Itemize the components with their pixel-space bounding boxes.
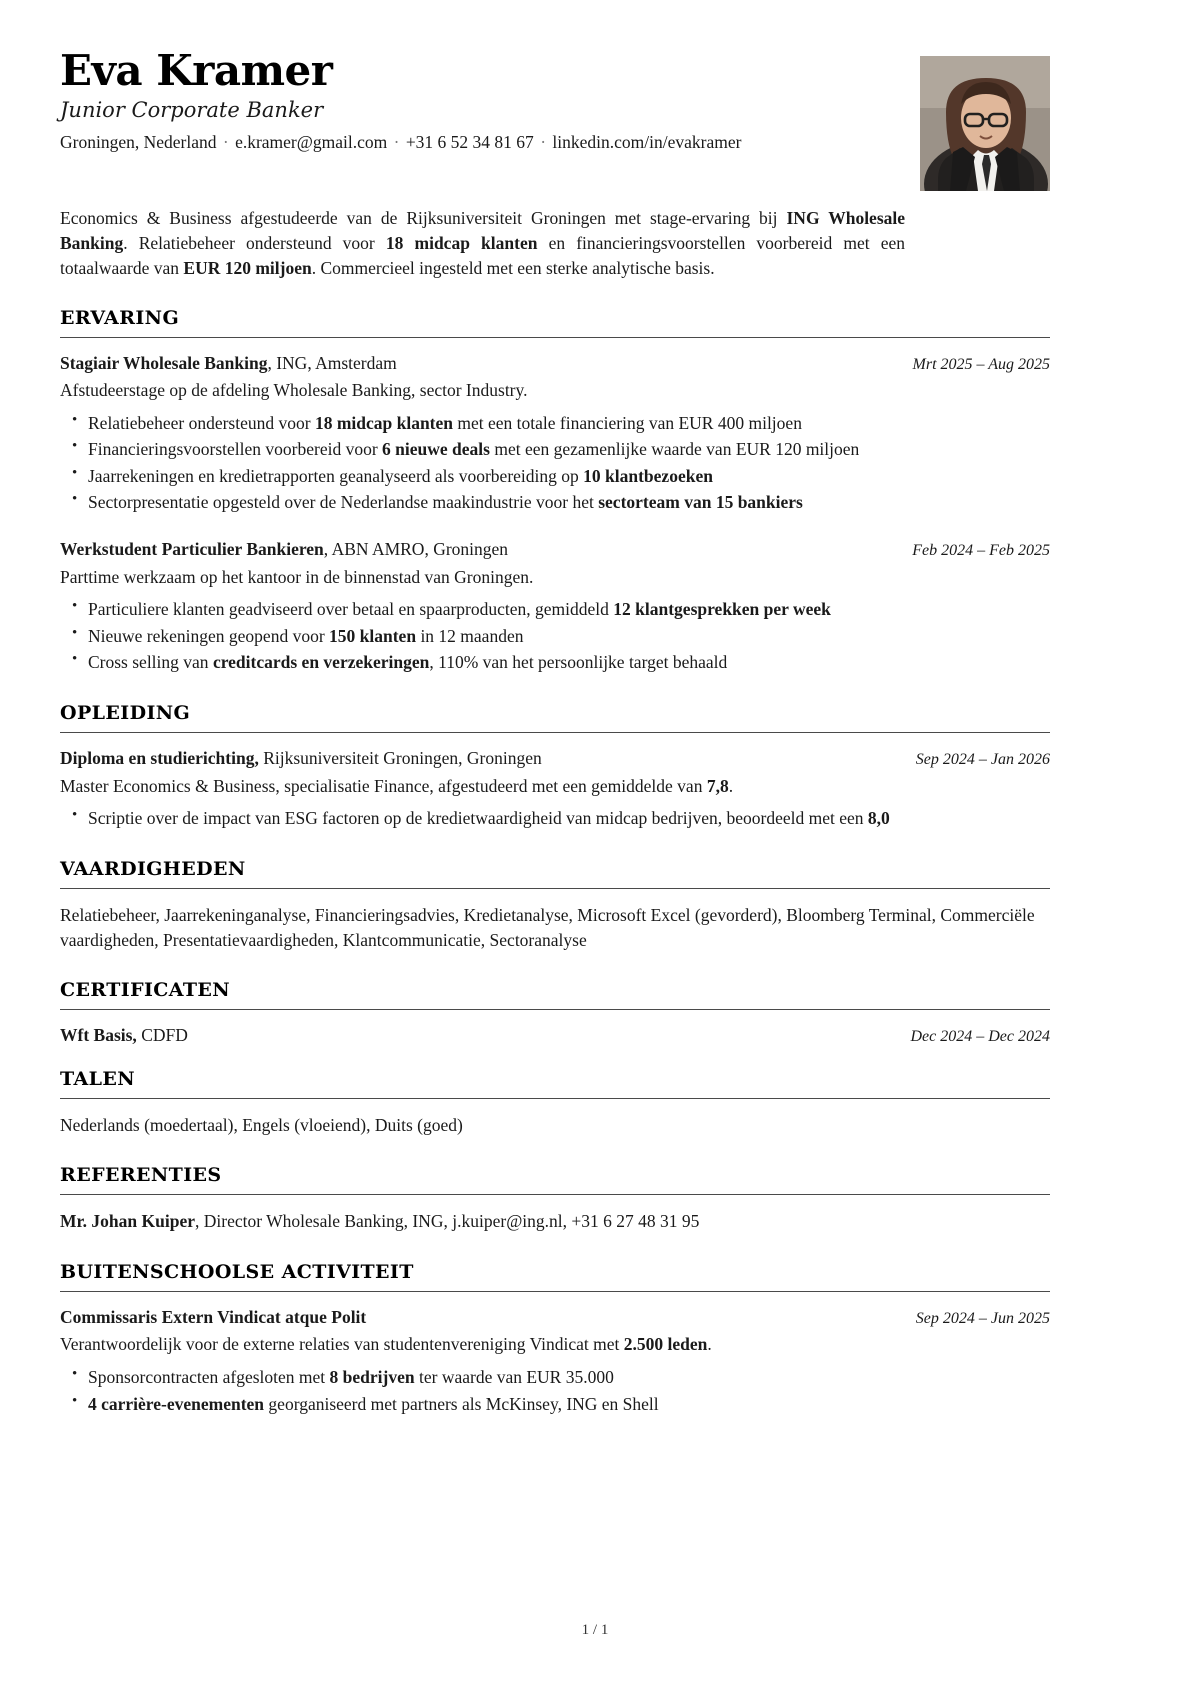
section-divider bbox=[60, 1009, 1050, 1010]
description-tail: . bbox=[707, 1334, 712, 1355]
entry-header bbox=[60, 538, 1050, 562]
bullet-highlight: 150 klanten bbox=[329, 625, 417, 646]
section-heading-languages: TALEN bbox=[60, 1068, 136, 1091]
entry-header bbox=[60, 1024, 1050, 1048]
skills-list: Relatiebeheer, Jaarrekeninganalyse, Financieringsadvies, Kredietanalyse, Microsoft Excel (gevorderd), Bloomberg Terminal, Commerciële vaardigheden, Presentatievaardigheden, Klantcommunicatie, Sectoranalyse bbox=[60, 904, 1035, 951]
bullet-text: Particuliere klanten geadviseerd over betaal en spaarproducten, gemiddeld bbox=[88, 599, 614, 620]
entry-title bbox=[60, 538, 892, 562]
list-item bbox=[60, 649, 1050, 676]
contact-separator: · bbox=[535, 131, 551, 152]
entry-bullet-list bbox=[60, 805, 1050, 832]
experience-entry bbox=[60, 538, 1050, 676]
entry-header bbox=[60, 747, 1050, 771]
summary-text-1: Economics & Business afgestudeerde van de Rijksuniversiteit Groningen met stage-ervaring bij bbox=[60, 208, 787, 228]
section-education bbox=[60, 702, 1050, 832]
section-divider bbox=[60, 732, 1050, 733]
section-skills bbox=[60, 858, 1050, 954]
contact-linkedin[interactable]: linkedin.com/in/evakramer bbox=[552, 131, 742, 152]
extracurricular-entry bbox=[60, 1306, 1050, 1417]
description-tail: . bbox=[728, 775, 734, 796]
entry-description bbox=[60, 1332, 1050, 1357]
bullet-text: Jaarrekeningen en kredietrapporten geanalyseerd als voorbereiding op bbox=[88, 465, 584, 486]
bullet-text: Nieuwe rekeningen geopend voor bbox=[88, 625, 330, 646]
resume-header bbox=[60, 48, 1050, 188]
entry-header bbox=[60, 1306, 1050, 1330]
page-footer bbox=[0, 1622, 1190, 1639]
bullet-text: Sectorpresentatie opgesteld over de Nederlandse maakindustrie voor het bbox=[88, 492, 599, 513]
contact-separator: · bbox=[218, 131, 234, 152]
reference-name: Mr. Johan Kuiper bbox=[60, 1211, 195, 1232]
entry-role: Stagiair Wholesale Banking bbox=[60, 352, 268, 373]
education-entry bbox=[60, 747, 1050, 832]
section-extracurricular bbox=[60, 1261, 1050, 1417]
entry-date: Sep 2024 – Jun 2025 bbox=[915, 1309, 1050, 1327]
contact-separator: · bbox=[389, 131, 404, 152]
summary-text-2: . Relatiebeheer ondersteund voor bbox=[123, 232, 386, 253]
languages-list: Nederlands (moedertaal), Engels (vloeiend), Duits (goed) bbox=[60, 1115, 463, 1136]
bullet-text-tail: georganiseerd met partners als McKinsey, ING en Shell bbox=[264, 1393, 659, 1414]
description-text: Master Economics & Business, specialisatie Finance, afgestudeerd met een gemiddelde van bbox=[60, 775, 707, 796]
entry-role: Commissaris Extern Vindicat atque Polit bbox=[60, 1306, 367, 1327]
entry-description: Parttime werkzaam op het kantoor in de binnenstad van Groningen. bbox=[60, 566, 534, 587]
list-item bbox=[60, 1391, 1050, 1418]
entry-header bbox=[60, 352, 1050, 376]
bullet-text-tail: in 12 maanden bbox=[416, 625, 524, 646]
section-heading-education: OPLEIDING bbox=[60, 701, 191, 724]
entry-date: Feb 2024 – Feb 2025 bbox=[912, 542, 1050, 560]
bullet-text: Cross selling van bbox=[88, 652, 213, 673]
entry-meta: Rijksuniversiteit Groningen, Groningen bbox=[258, 747, 542, 768]
bullet-highlight: 4 carrière-evenementen bbox=[88, 1393, 265, 1414]
bullet-text-tail: met een gezamenlijke waarde van EUR 120 miljoen bbox=[489, 439, 860, 460]
entry-meta: , ING, Amsterdam bbox=[267, 352, 397, 373]
section-divider bbox=[60, 1291, 1050, 1292]
page-number: 1 / 1 bbox=[581, 1622, 609, 1638]
list-item bbox=[60, 805, 1050, 832]
list-item bbox=[60, 436, 1050, 463]
section-languages bbox=[60, 1068, 1050, 1138]
bullet-highlight: 6 nieuwe deals bbox=[382, 439, 490, 460]
section-divider bbox=[60, 1194, 1050, 1195]
contact-email[interactable]: e.kramer@gmail.com bbox=[235, 131, 388, 152]
bullet-highlight: 8 bedrijven bbox=[329, 1366, 415, 1387]
bullet-text: Sponsorcontracten afgesloten met bbox=[88, 1366, 330, 1387]
entry-description: Afstudeerstage op de afdeling Wholesale Banking, sector Industry. bbox=[60, 380, 528, 401]
reference-entry bbox=[60, 1209, 1050, 1234]
entry-date: Sep 2024 – Jan 2026 bbox=[915, 750, 1050, 768]
section-heading-skills: VAARDIGHEDEN bbox=[60, 857, 246, 880]
entry-bullet-list bbox=[60, 1364, 1050, 1417]
bullet-text: Financieringsvoorstellen voorbereid voor bbox=[88, 439, 383, 460]
contact-location: Groningen, Nederland bbox=[60, 131, 217, 152]
bullet-highlight: sectorteam van 15 bankiers bbox=[598, 492, 803, 513]
bullet-highlight: 12 klantgesprekken per week bbox=[613, 599, 831, 620]
section-certificates bbox=[60, 979, 1050, 1048]
section-divider bbox=[60, 337, 1050, 338]
bullet-highlight: creditcards en verzekeringen bbox=[212, 652, 430, 673]
entry-date: Dec 2024 – Dec 2024 bbox=[910, 1028, 1050, 1046]
entry-title bbox=[60, 1024, 890, 1048]
page-title: Eva Kramer bbox=[60, 46, 333, 95]
list-item bbox=[60, 1364, 1050, 1391]
contact-phone[interactable]: +31 6 52 34 81 67 bbox=[405, 131, 534, 152]
list-item bbox=[60, 489, 1050, 516]
entry-bullet-list bbox=[60, 596, 1050, 676]
list-item bbox=[60, 463, 1050, 490]
summary-bold-3: EUR 120 miljoen bbox=[183, 257, 312, 278]
description-highlight: 2.500 leden bbox=[623, 1334, 708, 1355]
contact-line bbox=[60, 131, 1050, 154]
section-heading-extracurricular: BUITENSCHOOLSE ACTIVITEIT bbox=[60, 1260, 414, 1283]
entry-role: Werkstudent Particulier Bankieren bbox=[60, 539, 324, 560]
job-title: Junior Corporate Banker bbox=[60, 98, 324, 123]
entry-meta: CDFD bbox=[136, 1025, 188, 1046]
list-item bbox=[60, 410, 1050, 437]
section-heading-references: REFERENTIES bbox=[60, 1164, 222, 1187]
bullet-text: Relatiebeheer ondersteund voor bbox=[88, 412, 315, 433]
reference-detail: , Director Wholesale Banking, ING, j.kuiper@ing.nl, +31 6 27 48 31 95 bbox=[195, 1211, 700, 1232]
entry-bullet-list bbox=[60, 410, 1050, 516]
summary-bold-1: ING Wholesale Banking bbox=[60, 208, 906, 253]
certificate-entry bbox=[60, 1024, 1050, 1048]
description-text: Verantwoordelijk voor de externe relaties van studentenvereniging Vindicat met bbox=[60, 1334, 624, 1355]
resume-content bbox=[60, 48, 1050, 1431]
section-references bbox=[60, 1164, 1050, 1234]
summary-text-4: . Commercieel ingesteld met een sterke analytische basis. bbox=[311, 257, 715, 278]
list-item bbox=[60, 623, 1050, 650]
bullet-text-tail: ter waarde van EUR 35.000 bbox=[414, 1366, 614, 1387]
bullet-text-tail: met een totale financiering van EUR 400 miljoen bbox=[453, 412, 802, 433]
avatar bbox=[920, 56, 1050, 191]
entry-degree: Diploma en studierichting, bbox=[60, 747, 259, 768]
bullet-highlight: 10 klantbezoeken bbox=[583, 465, 713, 486]
bullet-text: Scriptie over de impact van ESG factoren op de kredietwaardigheid van midcap bedrijven, beoordeeld met een bbox=[88, 808, 868, 829]
experience-entry bbox=[60, 352, 1050, 517]
entry-title bbox=[60, 352, 893, 376]
section-divider bbox=[60, 888, 1050, 889]
entry-date: Mrt 2025 – Aug 2025 bbox=[912, 355, 1050, 373]
entry-meta: , ABN AMRO, Groningen bbox=[323, 539, 509, 560]
summary-paragraph bbox=[60, 206, 905, 281]
entry-title bbox=[60, 1306, 896, 1330]
certificate-name: Wft Basis, bbox=[60, 1025, 137, 1046]
section-experience bbox=[60, 307, 1050, 676]
section-heading-certificates: CERTIFICATEN bbox=[60, 979, 231, 1002]
section-divider bbox=[60, 1098, 1050, 1099]
bullet-text-tail: , 110% van het persoonlijke target behaald bbox=[429, 652, 728, 673]
entry-description bbox=[60, 774, 1050, 799]
bullet-highlight: 18 midcap klanten bbox=[314, 412, 454, 433]
list-item bbox=[60, 596, 1050, 623]
entry-title bbox=[60, 747, 896, 771]
summary-text-3: en financieringsvoorstellen voorbereid met een totaalwaarde van bbox=[60, 232, 905, 278]
section-heading-experience: ERVARING bbox=[60, 306, 180, 329]
bullet-highlight: 8,0 bbox=[867, 808, 890, 829]
summary-bold-2: 18 midcap klanten bbox=[385, 232, 538, 253]
description-highlight: 7,8 bbox=[706, 775, 729, 796]
